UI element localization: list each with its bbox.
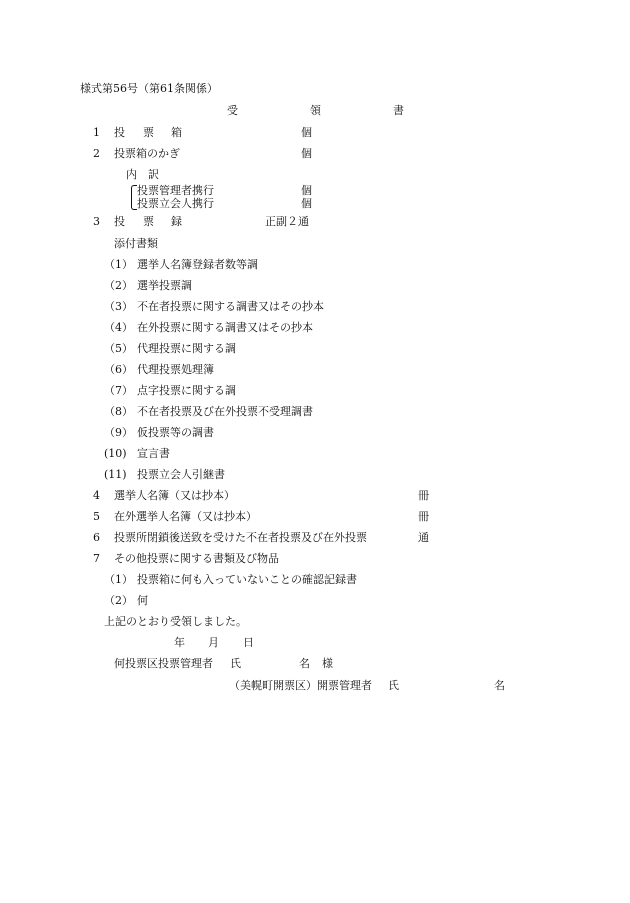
- item-6-label: 投票所閉鎖後送致を受けた不在者投票及び在外投票: [114, 531, 367, 544]
- doc-5-label: 代理投票に関する調: [137, 342, 236, 355]
- doc-9-number: （9）: [104, 426, 133, 439]
- date-month: 月: [208, 636, 219, 649]
- item-1-number: 1: [93, 126, 100, 139]
- breakdown-char-1: 内: [126, 168, 137, 181]
- item-6-number: 6: [93, 531, 100, 544]
- breakdown-1-label: 投票管理者携行: [137, 184, 214, 197]
- doc-9-label: 仮投票等の調書: [137, 426, 214, 439]
- doc-11-label: 投票立会人引継書: [137, 468, 225, 481]
- form-number: 様式第56号（第61条関係）: [80, 82, 218, 95]
- item-1-unit: 個: [301, 126, 312, 139]
- item-2-unit: 個: [301, 147, 312, 160]
- addressee-shi: 氏: [230, 657, 241, 670]
- item-2-number: 2: [93, 147, 100, 160]
- item-7-number: 7: [93, 552, 100, 565]
- breakdown-2-unit: 個: [301, 197, 312, 210]
- other-1-label: 投票箱に何も入っていないことの確認記録書: [137, 573, 357, 586]
- breakdown-1-unit: 個: [301, 184, 312, 197]
- item-2-label: 投票箱のかぎ: [114, 147, 180, 160]
- doc-8-label: 不在者投票及び在外投票不受理調書: [137, 405, 313, 418]
- item-1-char-1: 投: [114, 126, 125, 139]
- doc-3-number: （3）: [104, 300, 133, 313]
- item-1-char-3: 箱: [171, 126, 182, 139]
- date-year: 年: [174, 636, 185, 649]
- item-4-number: 4: [93, 489, 100, 502]
- item-5-number: 5: [93, 510, 100, 523]
- doc-10-number: (10): [104, 447, 127, 460]
- signer-mei: 名: [494, 679, 505, 692]
- signer-shi: 氏: [388, 679, 399, 692]
- item-7-label: その他投票に関する書類及び物品: [114, 552, 279, 565]
- attached-docs-heading: 添付書類: [114, 237, 158, 250]
- item-3-char-2: 票: [143, 215, 154, 228]
- doc-5-number: （5）: [104, 342, 133, 355]
- date-day: 日: [243, 636, 254, 649]
- doc-2-label: 選挙投票調: [137, 279, 192, 292]
- addressee-sama: 様: [322, 657, 333, 670]
- item-1-char-2: 票: [143, 126, 154, 139]
- item-3-char-3: 録: [171, 215, 182, 228]
- doc-1-number: （1）: [104, 258, 133, 271]
- item-6-unit: 通: [418, 531, 429, 544]
- doc-4-number: （4）: [104, 321, 133, 334]
- addressee-mei: 名: [299, 657, 310, 670]
- doc-11-number: (11): [104, 468, 127, 481]
- item-3-number: 3: [93, 215, 100, 228]
- item-4-unit: 冊: [418, 489, 429, 502]
- title-char-3: 書: [393, 104, 404, 117]
- doc-10-label: 宣言書: [137, 447, 170, 460]
- breakdown-char-2: 訳: [148, 168, 159, 181]
- item-5-unit: 冊: [418, 510, 429, 523]
- doc-7-label: 点字投票に関する調: [137, 384, 236, 397]
- breakdown-2-label: 投票立会人携行: [137, 197, 214, 210]
- doc-6-number: （6）: [104, 363, 133, 376]
- title-char-1: 受: [227, 104, 238, 117]
- doc-3-label: 不在者投票に関する調書又はその抄本: [137, 300, 324, 313]
- item-5-label: 在外選挙人名簿（又は抄本）: [114, 510, 257, 523]
- doc-4-label: 在外投票に関する調書又はその抄本: [137, 321, 313, 334]
- other-1-number: （1）: [104, 573, 133, 586]
- addressee-label: 何投票区投票管理者: [114, 657, 213, 670]
- item-4-label: 選挙人名簿（又は抄本）: [114, 489, 235, 502]
- receipt-statement: 上記のとおり受領しました。: [104, 615, 247, 628]
- doc-1-label: 選挙人名簿登録者数等調: [137, 258, 258, 271]
- doc-6-label: 代理投票処理簿: [137, 363, 214, 376]
- other-2-label: 何: [137, 594, 148, 607]
- doc-7-number: （7）: [104, 384, 133, 397]
- item-3-char-1: 投: [114, 215, 125, 228]
- item-3-unit: 正副２通: [265, 215, 309, 228]
- signer-label: （美幌町開票区）開票管理者: [229, 679, 372, 692]
- title-char-2: 領: [310, 104, 321, 117]
- doc-8-number: （8）: [104, 405, 133, 418]
- doc-2-number: （2）: [104, 279, 133, 292]
- other-2-number: （2）: [104, 594, 133, 607]
